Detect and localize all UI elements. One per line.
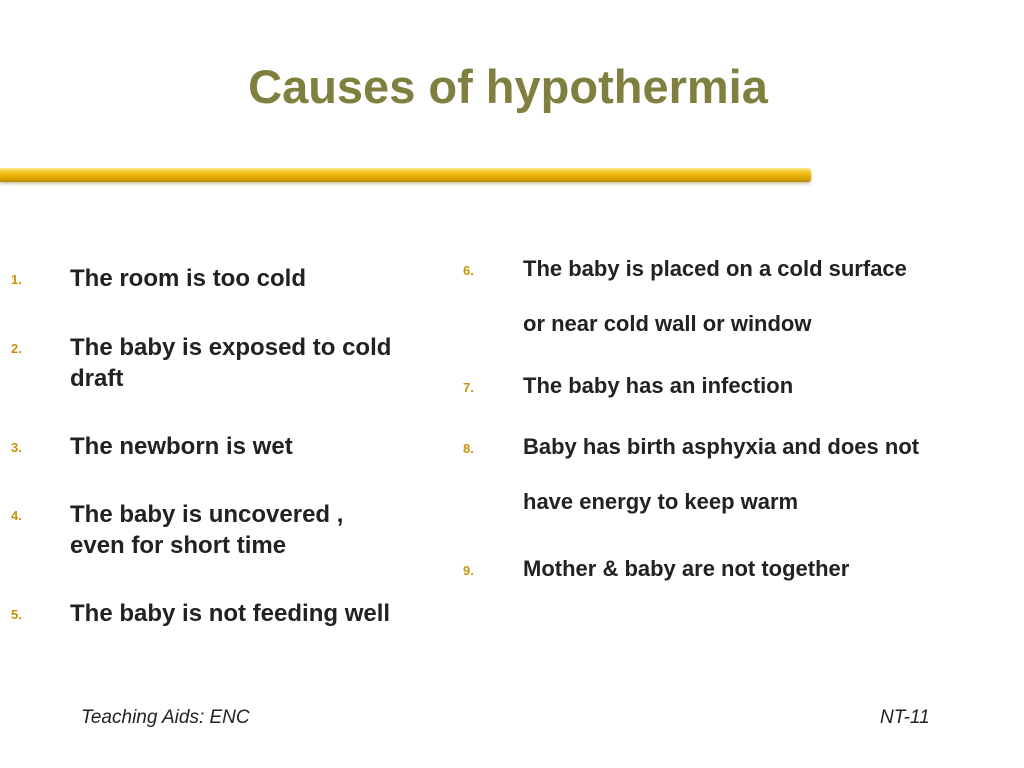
list-item-text: The baby is uncovered , bbox=[70, 501, 344, 528]
list-item-text: Mother & baby are not together bbox=[523, 556, 850, 581]
list-item-text: draft bbox=[70, 365, 124, 392]
list-item-text: The newborn is wet bbox=[70, 433, 293, 460]
list-item-text: The baby is placed on a cold surface bbox=[523, 256, 907, 281]
list-item-text: Baby has birth asphyxia and does not bbox=[523, 434, 920, 459]
list-item-text: The baby is exposed to cold bbox=[70, 334, 392, 361]
list-number: 6. bbox=[463, 263, 474, 278]
list-number: 7. bbox=[463, 380, 474, 395]
list-item-text: have energy to keep warm bbox=[523, 489, 799, 514]
list-item-text: The baby is not feeding well bbox=[70, 600, 391, 627]
footer-source: Teaching Aids: ENC bbox=[81, 707, 250, 728]
list-number: 8. bbox=[463, 441, 474, 456]
list-number: 9. bbox=[463, 563, 474, 578]
list-item-text: The room is too cold bbox=[70, 265, 307, 292]
list-item-text: even for short time bbox=[70, 532, 287, 559]
list-number: 5. bbox=[11, 607, 22, 622]
list-item-text: or near cold wall or window bbox=[523, 311, 812, 336]
slide-title: Causes of hypothermia bbox=[248, 60, 768, 113]
list-item-text: The baby has an infection bbox=[523, 373, 794, 398]
list-number: 3. bbox=[11, 440, 22, 455]
list-number: 1. bbox=[11, 272, 22, 287]
footer-slide-code: NT-11 bbox=[880, 707, 930, 728]
list-number: 4. bbox=[11, 508, 22, 523]
list-number: 2. bbox=[11, 341, 22, 356]
